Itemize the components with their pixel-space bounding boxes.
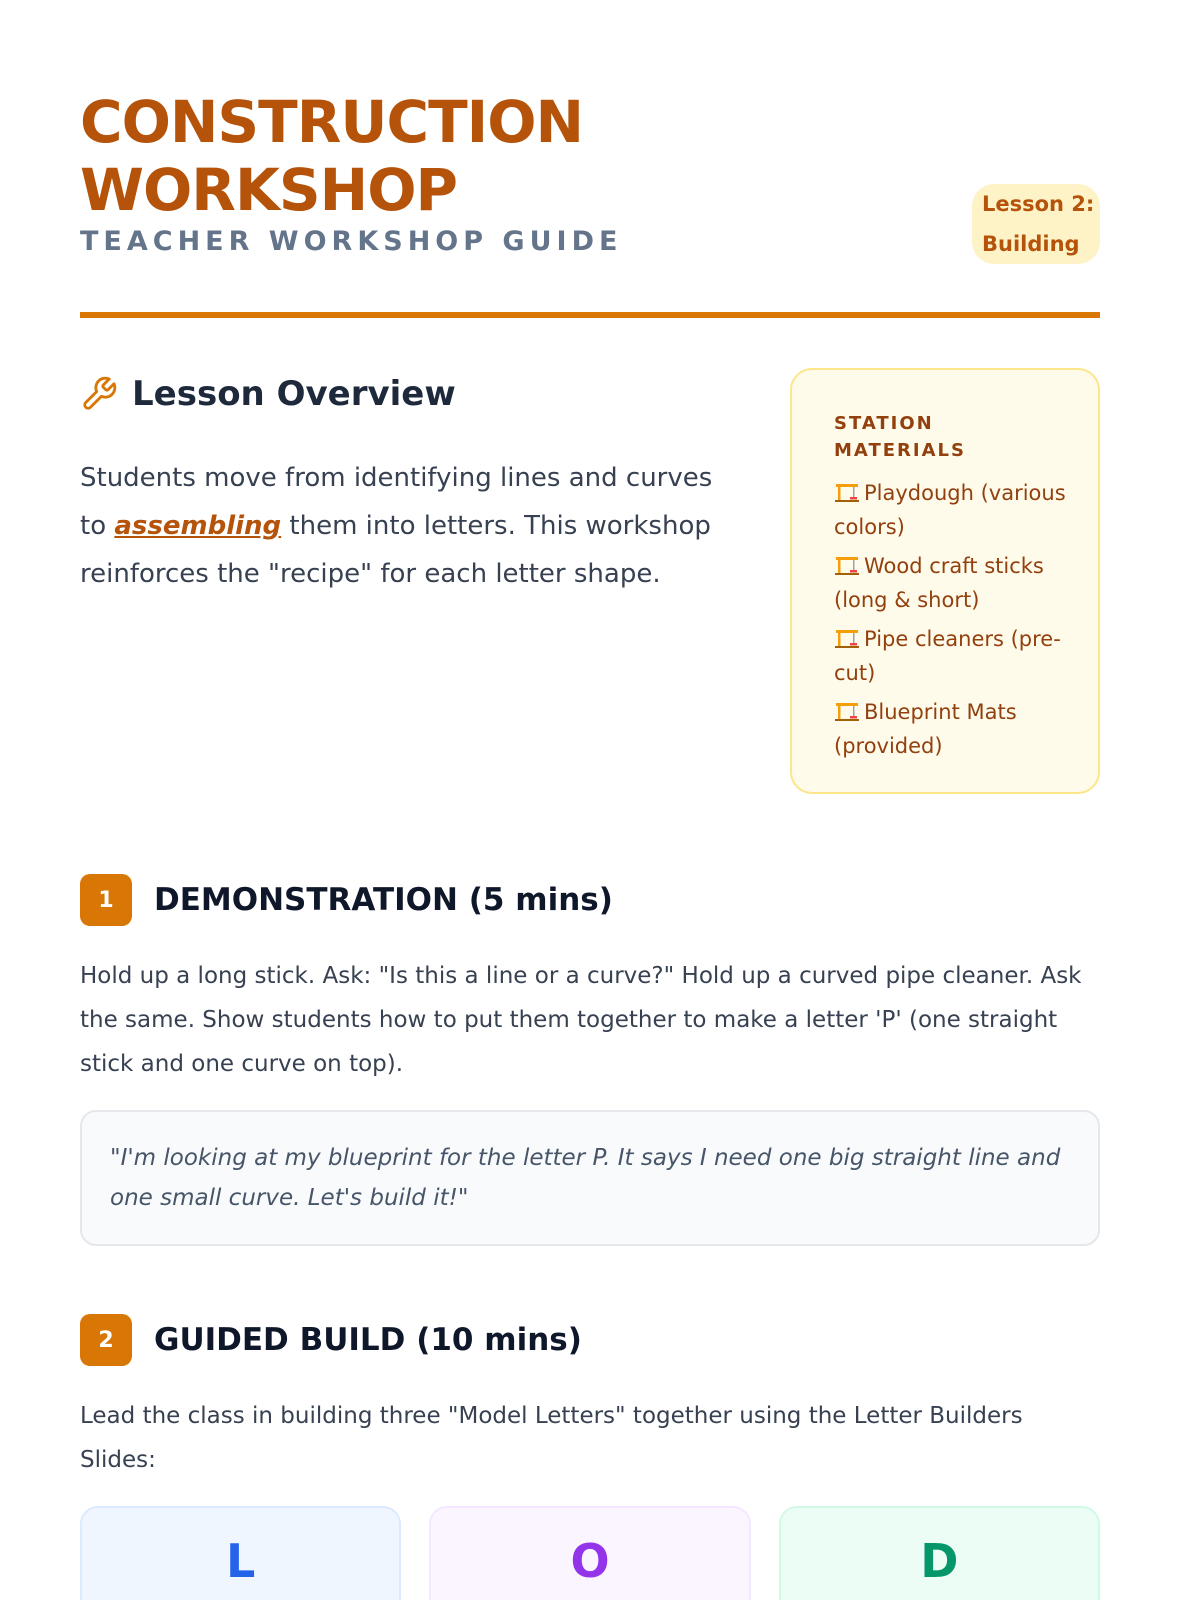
materials-item-text: Pipe cleaners (pre-cut) <box>834 627 1061 685</box>
materials-item-text: Blueprint Mats (provided) <box>834 700 1017 758</box>
construction-icon <box>834 554 860 576</box>
materials-item <box>834 549 1068 617</box>
construction-icon <box>834 481 860 503</box>
title-line-1: CONSTRUCTION <box>80 88 584 156</box>
title-line-2: WORKSHOP <box>80 156 458 224</box>
overview-emphasis: assembling <box>114 511 282 541</box>
section-demonstration-heading <box>80 874 613 926</box>
letter-card-l: L <box>80 1506 401 1600</box>
section-title: DEMONSTRATION (5 mins) <box>154 882 613 918</box>
step-number-badge: 2 <box>80 1314 132 1366</box>
overview-text-start: Students move from identifying lines and curves to <box>80 463 713 541</box>
materials-title: STATION MATERIALS <box>834 413 966 461</box>
section-demonstration-body: Hold up a long stick. Ask: "Is this a line or a curve?" Hold up a curved pipe cleaner. Ask the same. Show students how to put them together to make a letter 'P' (one straight stick and one curve on top). <box>80 963 1082 1077</box>
materials-item <box>834 622 1068 690</box>
materials-item <box>834 695 1068 763</box>
materials-item-text: Playdough (various colors) <box>834 481 1066 539</box>
section-guided-build-heading <box>80 1314 582 1366</box>
construction-icon <box>834 627 860 649</box>
letter-card-o: O <box>429 1506 750 1600</box>
lesson-badge-line-2: Building <box>982 232 1080 256</box>
station-materials-box <box>790 368 1100 794</box>
lesson-badge-line-1: Lesson 2: <box>982 192 1095 216</box>
materials-item-text: Wood craft sticks (long & short) <box>834 554 1044 612</box>
lesson-badge <box>972 184 1100 264</box>
page-title <box>80 88 680 224</box>
materials-list <box>834 476 1068 763</box>
model-letters <box>80 1506 1100 1600</box>
page-subtitle: TEACHER WORKSHOP GUIDE <box>80 226 623 257</box>
section-title: GUIDED BUILD (10 mins) <box>154 1322 582 1358</box>
section-guided-build-body: Lead the class in building three "Model Letters" together using the Letter Builders Slides: <box>80 1403 1023 1473</box>
teacher-script-quote: "I'm looking at my blueprint for the letter P. It says I need one big straight line and one small curve. Let's build it!" <box>80 1110 1100 1246</box>
step-number-badge: 1 <box>80 874 132 926</box>
header <box>80 80 1100 318</box>
wrench-icon <box>80 375 118 413</box>
overview-text <box>80 454 740 598</box>
overview-title: Lesson Overview <box>132 374 456 414</box>
materials-item <box>834 476 1068 544</box>
letter-card-d: D <box>779 1506 1100 1600</box>
overview-text-end: them into letters. This workshop reinforces the "recipe" for each letter shape. <box>80 511 711 589</box>
construction-icon <box>834 700 860 722</box>
lesson-overview <box>80 368 740 624</box>
overview-heading <box>80 368 740 420</box>
